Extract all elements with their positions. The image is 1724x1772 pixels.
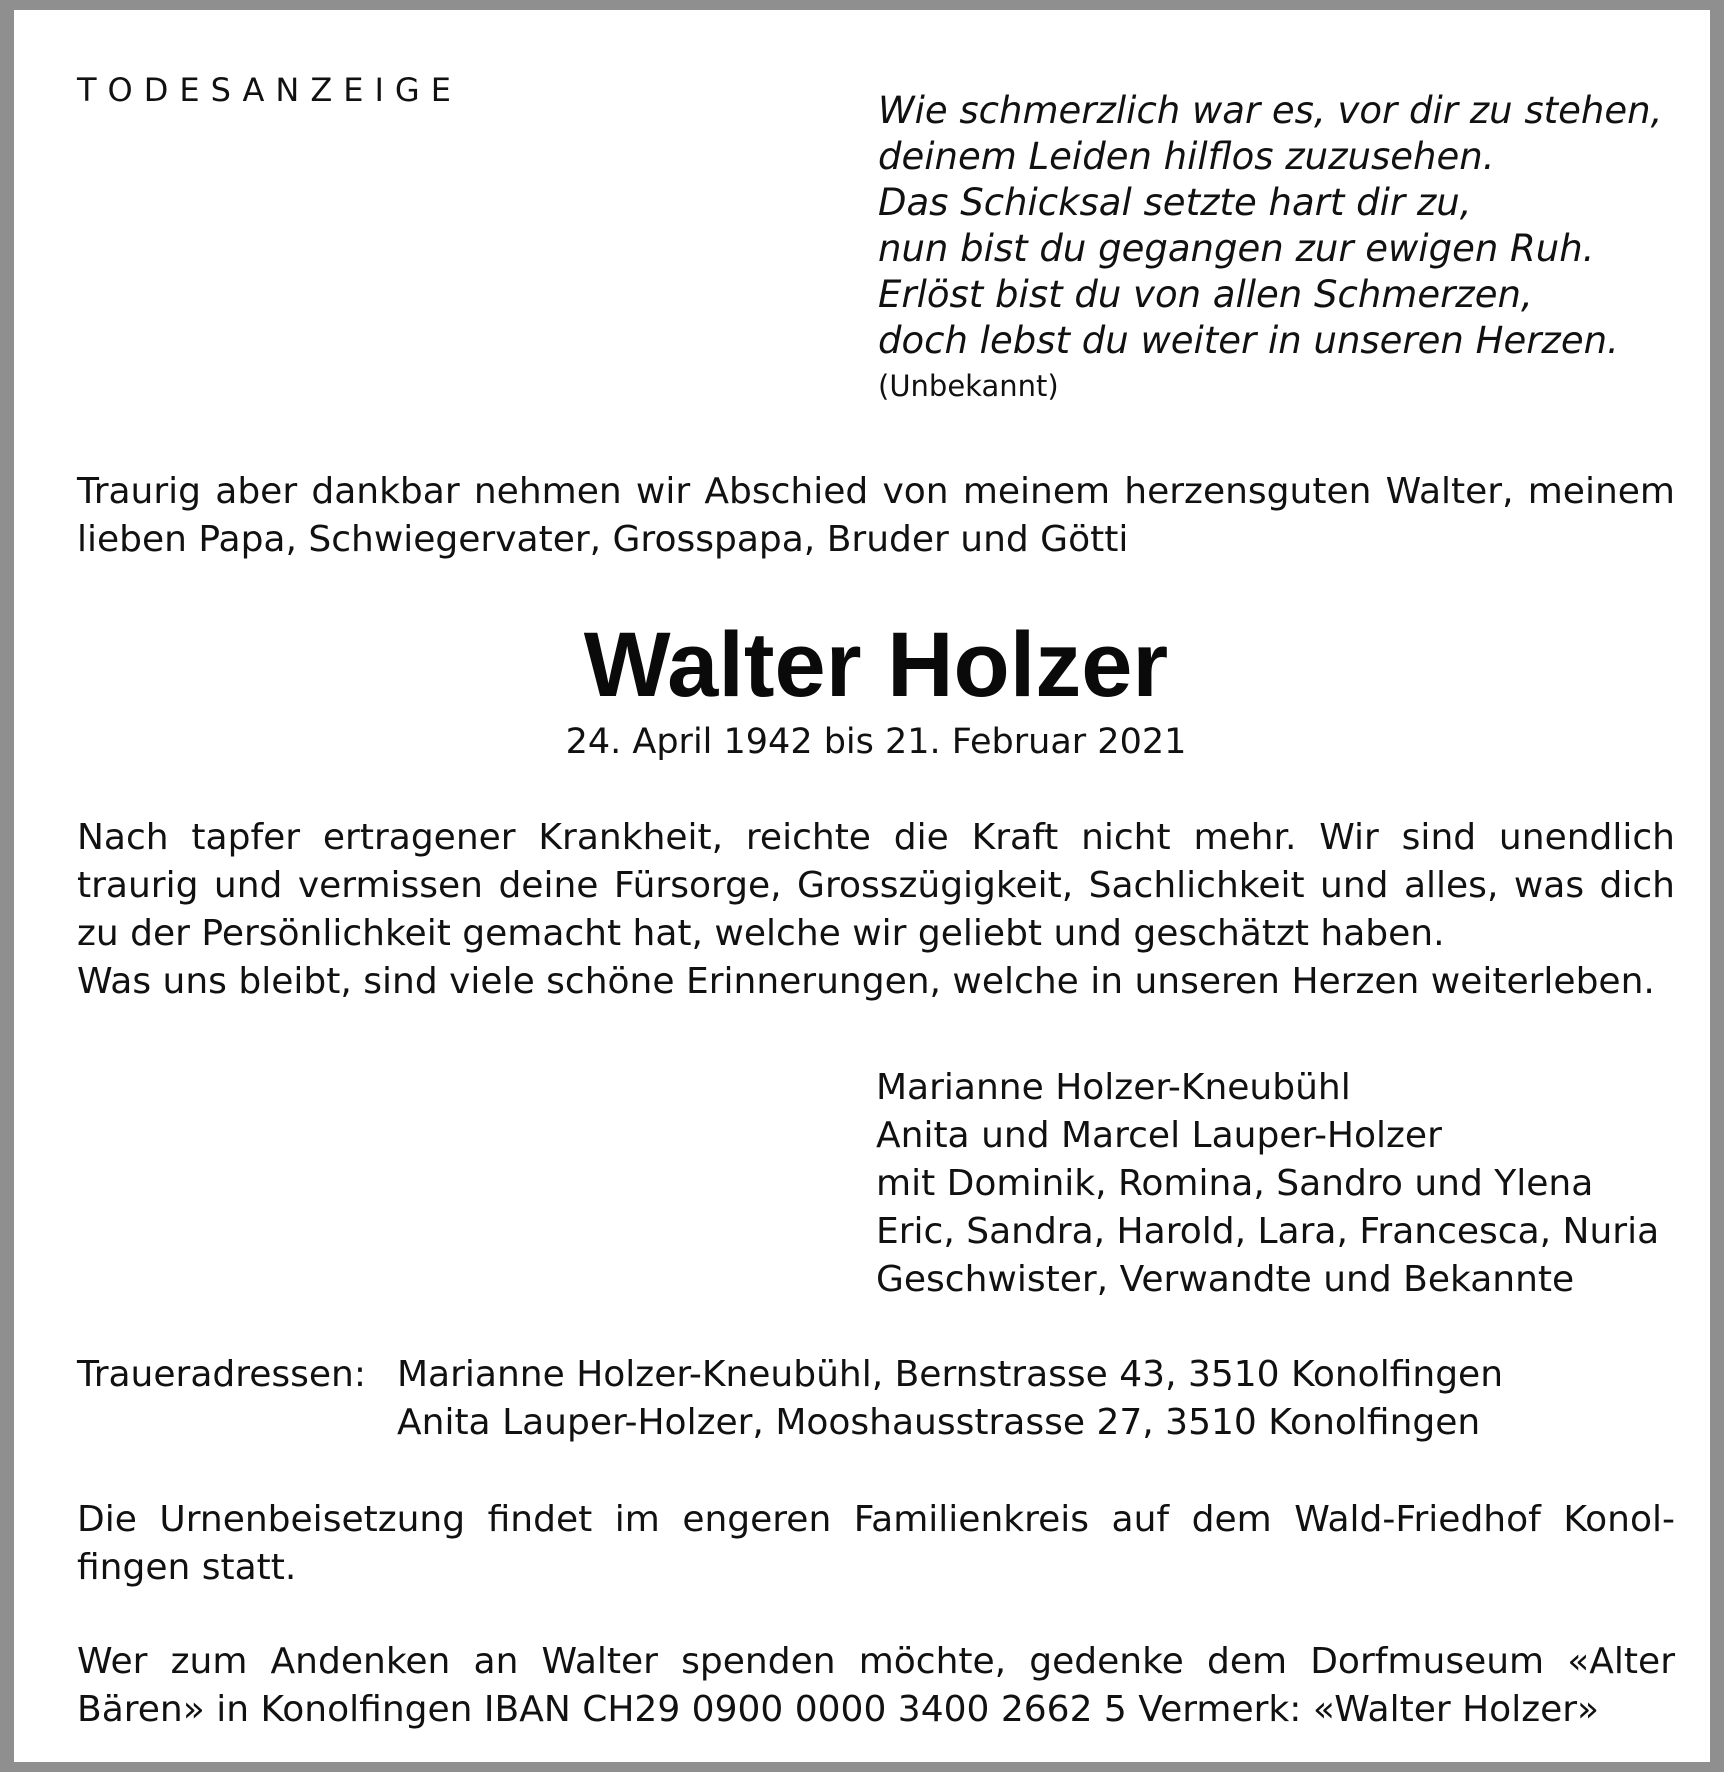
addresses-list [397,1351,1503,1447]
intro-line: lieben Papa, Schwiegervater, Grosspapa, Bruder und Götti [77,519,1129,560]
message-line: Was uns bleibt, sind viele schöne Erinnerungen, welche in unseren Herzen weiterleben. [77,961,1655,1002]
notice-type-heading: TODESANZEIGE [77,71,462,109]
message-line: traurig und vermissen deine Fürsorge, Grosszügigkeit, Sachlichkeit und alles, was dich [77,865,1675,906]
burial-line: fingen statt. [77,1547,297,1588]
poem-line: Erlöst bist du von allen Schmerzen, [878,273,1533,316]
burial-paragraph [77,1496,1675,1592]
poem-line: deinem Leiden hilflos zuzusehen. [878,135,1495,178]
address-line: Marianne Holzer-Kneubühl, Bernstrasse 43, 3510 Konolfingen [397,1354,1504,1395]
poem-block [878,88,1698,406]
family-line: Marianne Holzer-Kneubühl [876,1067,1351,1108]
life-dates: 24. April 1942 bis 21. Februar 2021 [565,722,1187,762]
address-line: Anita Lauper-Holzer, Mooshausstrasse 27, 3510 Konolfingen [397,1402,1481,1443]
burial-line: Die Urnenbeisetzung findet im engeren Familienkreis auf dem Wald-Friedhof Konol- [77,1499,1675,1540]
donation-line: Wer zum Andenken an Walter spenden möchte, gedenke dem Dorfmuseum «Alter [77,1641,1675,1682]
message-paragraph [77,814,1675,1006]
family-line: Anita und Marcel Lauper-Holzer [876,1115,1442,1156]
message-line: Nach tapfer ertragener Krankheit, reichte die Kraft nicht mehr. Wir sind unendlich [77,817,1675,858]
family-signatures [876,1064,1696,1304]
poem-line: nun bist du gegangen zur ewigen Ruh. [878,227,1595,270]
family-line: mit Dominik, Romina, Sandro und Ylena [876,1163,1594,1204]
deceased-name: Walter Holzer [583,614,1169,716]
family-line: Geschwister, Verwandte und Bekannte [876,1259,1575,1300]
poem-line: doch lebst du weiter in unseren Herzen. [878,319,1619,362]
poem-line: Wie schmerzlich war es, vor dir zu stehen, [878,89,1663,132]
addresses-label: Traueradressen: [77,1354,367,1395]
message-line: zu der Persönlichkeit gemacht hat, welche wir geliebt und geschätzt haben. [77,913,1445,954]
intro-line: Traurig aber dankbar nehmen wir Abschied von meinem herzensguten Walter, meinem [77,471,1675,512]
intro-paragraph [77,468,1675,564]
donation-line: Bären» in Konolfingen IBAN CH29 0900 0000 3400 2662 5 Vermerk: «Walter Holzer» [77,1689,1600,1730]
family-line: Eric, Sandra, Harold, Lara, Francesca, Nuria [876,1211,1660,1252]
poem-line: Das Schicksal setzte hart dir zu, [878,181,1472,224]
donation-paragraph [77,1638,1675,1734]
poem-author: (Unbekannt) [878,369,1059,403]
